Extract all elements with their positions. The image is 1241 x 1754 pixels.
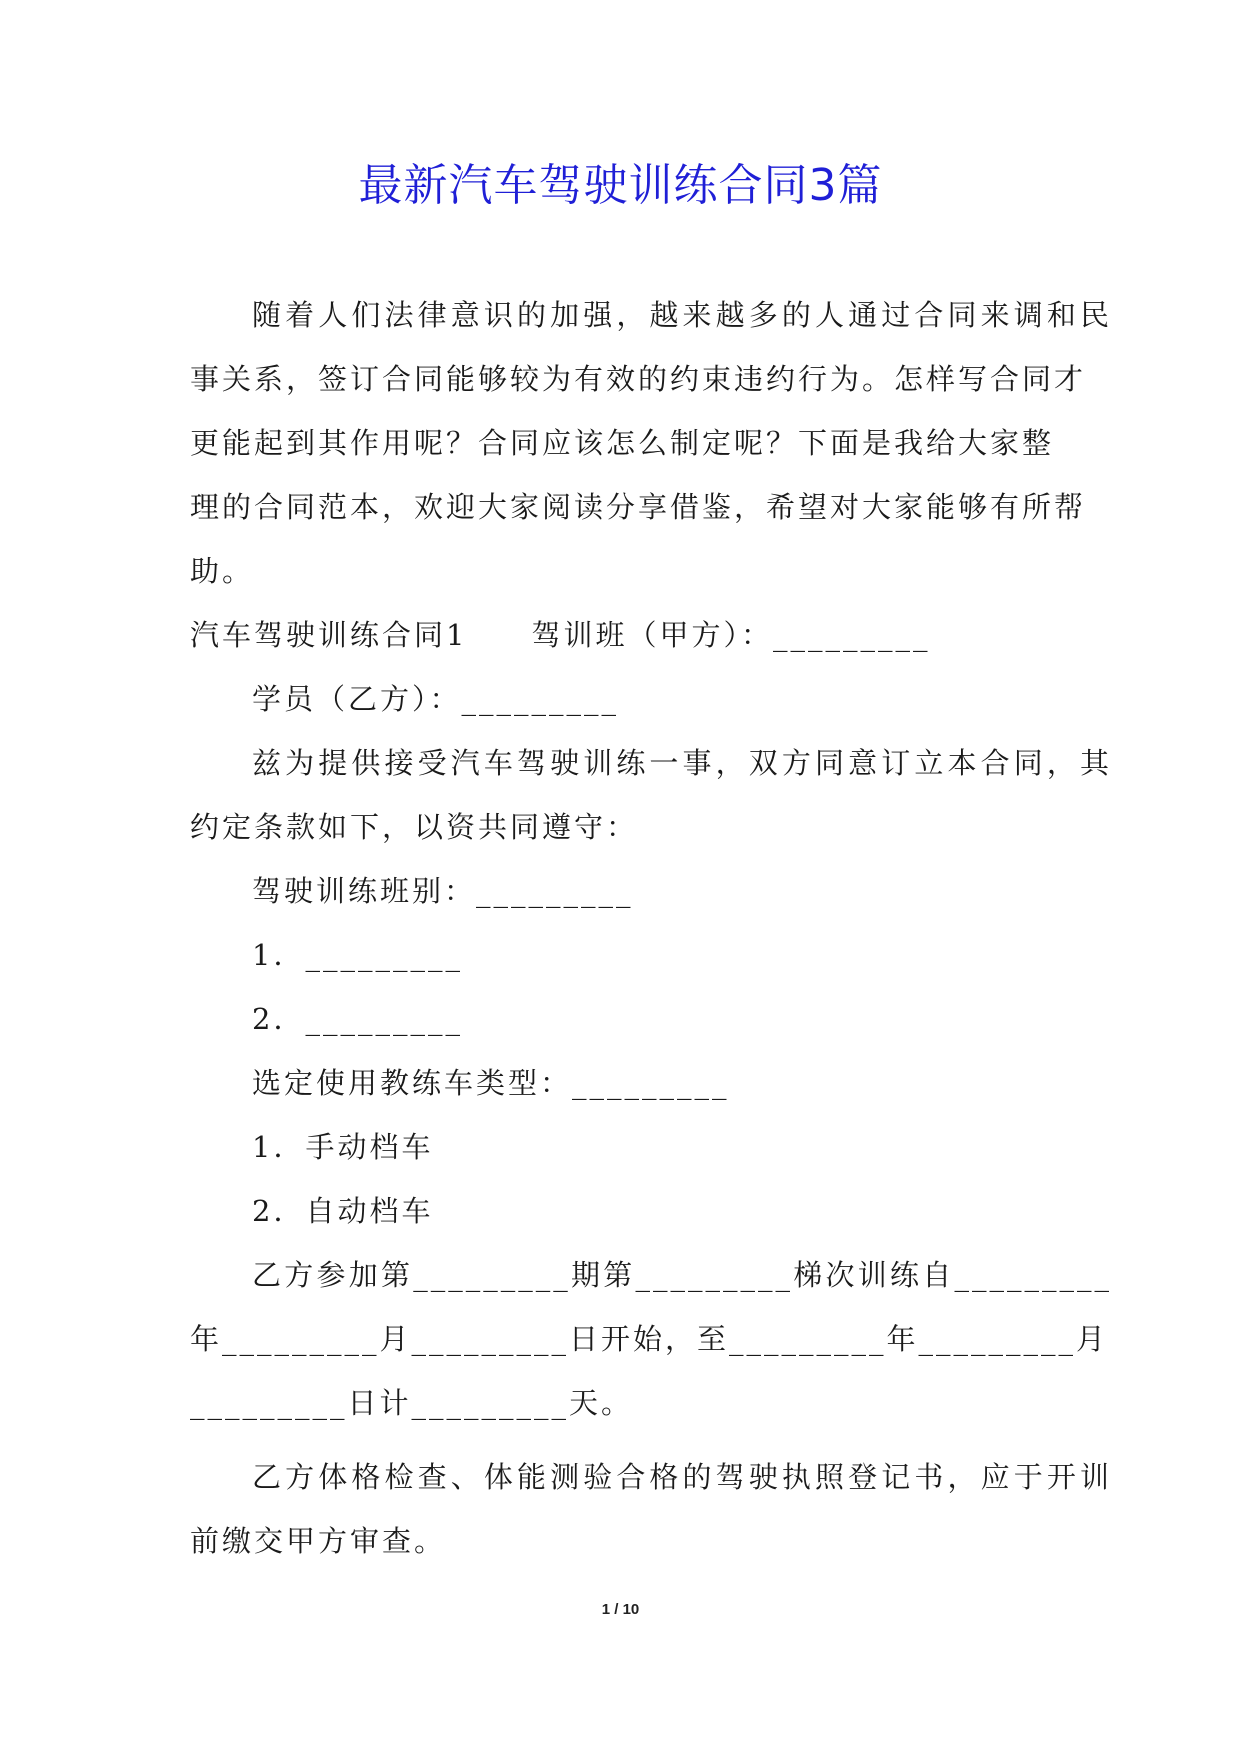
contract-heading-line: 汽车驾驶训练合同1 驾训班（甲方）：_________ xyxy=(190,618,931,652)
list-item: 2．_________ xyxy=(252,1002,463,1036)
paragraph-line: 乙方参加第_________期第_________梯次训练自_________ xyxy=(252,1258,1112,1292)
document-title: 最新汽车驾驶训练合同3篇 xyxy=(358,160,883,211)
car-type-line: 选定使用教练车类型：_________ xyxy=(252,1066,730,1100)
list-item: 2．自动档车 xyxy=(252,1194,434,1228)
paragraph-line: 助。 xyxy=(190,554,255,588)
party-b-line: 学员（乙方）：_________ xyxy=(252,682,620,716)
paragraph-line: 前缴交甲方审查。 xyxy=(190,1524,447,1558)
paragraph-line: 理的合同范本，欢迎大家阅读分享借鉴，希望对大家能够有所帮 xyxy=(190,490,1087,524)
paragraph-line: 兹为提供接受汽车驾驶训练一事，双方同意订立本合同，其 xyxy=(252,746,1112,780)
list-item: 1．_________ xyxy=(252,938,463,972)
paragraph-line: 事关系，签订合同能够较为有效的约束违约行为。怎样写合同才 xyxy=(190,362,1087,396)
paragraph-line: 约定条款如下，以资共同遵守： xyxy=(190,810,639,844)
list-item: 1．手动档车 xyxy=(252,1130,434,1164)
paragraph-line: 更能起到其作用呢？合同应该怎么制定呢？下面是我给大家整 xyxy=(190,426,1055,460)
paragraph-line: 乙方体格检查、体能测验合格的驾驶执照登记书，应于开训 xyxy=(252,1460,1112,1494)
paragraph-line: 随着人们法律意识的加强，越来越多的人通过合同来调和民 xyxy=(252,298,1112,332)
paragraph-line: 年_________月_________日开始，至_________年_________月 xyxy=(190,1322,1109,1356)
paragraph-line: _________日计_________天。 xyxy=(190,1386,634,1420)
page-number: 1 / 10 xyxy=(601,1601,640,1618)
class-line: 驾驶训练班别：_________ xyxy=(252,874,634,908)
